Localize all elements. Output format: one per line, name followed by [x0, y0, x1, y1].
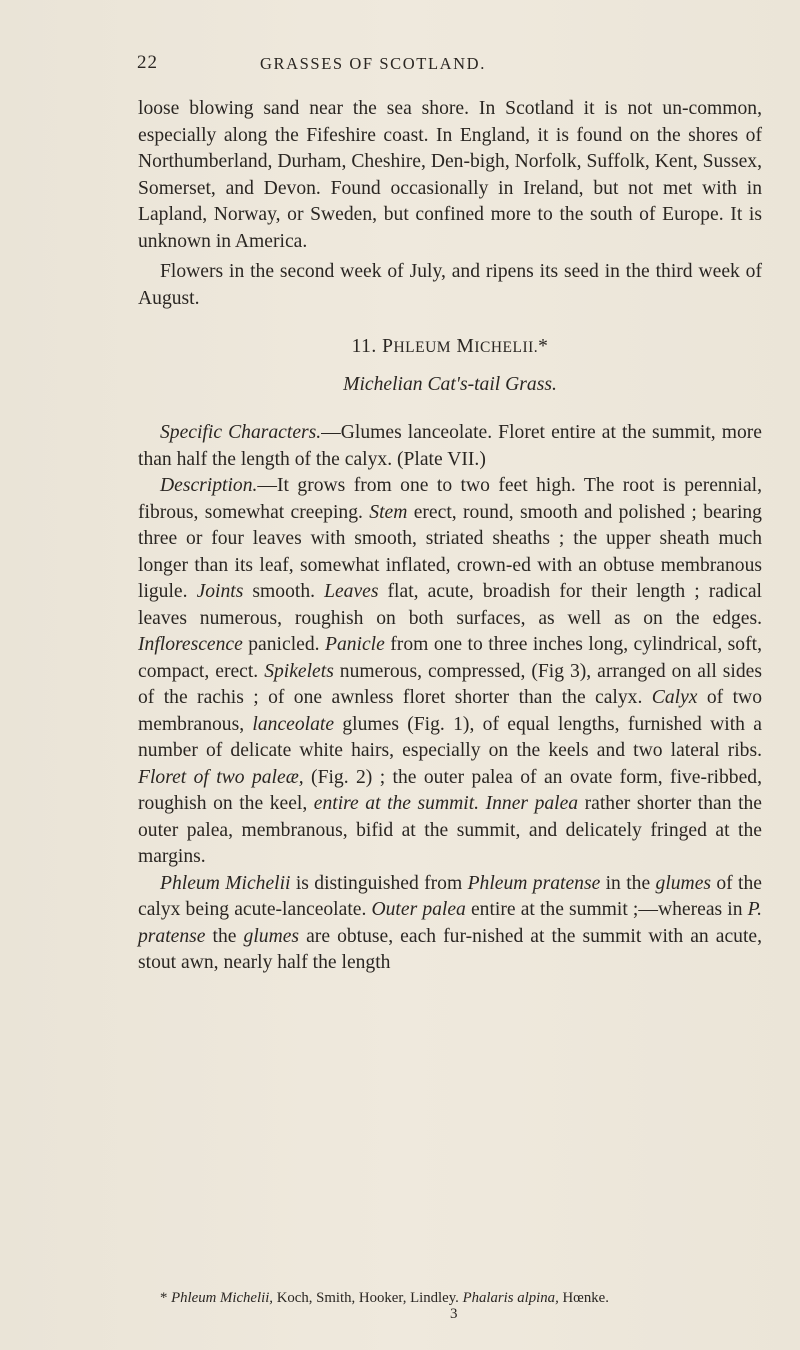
comparison-text: is distinguished from — [290, 872, 468, 894]
footnote-mark: * — [538, 336, 549, 357]
term-leaves: Leaves — [324, 581, 379, 602]
term-inflorescence: Inflorescence — [138, 634, 243, 655]
description-text: —It grows from one to two feet high. The root is perennial, fibrous, somewhat creeping. — [138, 475, 762, 523]
term-lanceolate: lanceolate — [252, 713, 335, 735]
description-text: from one to three inches long, cylindrical, soft, compact, erect. — [138, 634, 762, 682]
genus-rest: HLEUM — [393, 339, 452, 356]
epithet-initial: M — [456, 336, 475, 357]
footnote-name: Phleum Michelii, — [171, 1290, 274, 1306]
description-label: Description. — [160, 475, 258, 496]
paragraph-comparison — [138, 871, 762, 977]
term-inner-palea: Inner palea — [485, 793, 579, 814]
term-outer-palea: Outer palea — [371, 899, 466, 920]
comparison-text: the — [205, 925, 244, 947]
paragraph-distribution: loose blowing sand near the sea shore. In Scotland it is not un-common, especially along the Fifeshire coast. In England, it is found on the shores of Northumberland, Durham, Cheshire, Den-bigh, Norfolk, Suffolk, Kent, Sussex, Somerset, and Devon. Found occasionally in Ireland, but not met with in Lapland, Norway, or Sweden, but confined more to the south of Europe. It is unknown in America. — [138, 98, 762, 252]
genus-initial: P — [382, 336, 394, 357]
description-text: flat, acute, broadish for their length ; radical leaves numerous, roughish on both surfaces, as well as on the edges. — [138, 581, 762, 629]
signature-mark: 3 — [450, 1306, 458, 1322]
specific-text: —Glumes lanceolate. Floret entire at the summit, more than half the length of the calyx. (Plate VII.) — [138, 422, 763, 470]
species-heading — [138, 334, 762, 362]
specific-label: Specific Characters. — [160, 422, 322, 443]
term-phleum-michelii: Phleum Michelii — [160, 872, 291, 894]
page-header — [0, 52, 800, 82]
term-stem: Stem — [369, 501, 408, 523]
footnote-synonym: Phalaris alpina, — [462, 1290, 559, 1306]
description-text: smooth. — [243, 581, 325, 602]
term-glumes-2: glumes — [243, 925, 300, 947]
paragraph-description — [138, 473, 762, 871]
description-text: rather shorter than the outer palea, membranous, bifid at the summit, and delicately fringed at the margins. — [138, 793, 763, 867]
paragraph-flowering: Flowers in the second week of July, and ripens its seed in the third week of August. — [138, 261, 762, 309]
common-name: Michelian Cat's-tail Grass. — [343, 373, 557, 395]
footnote-mark: * — [160, 1290, 168, 1306]
comparison-text: entire at the summit ;—whereas in — [465, 899, 748, 920]
footnote-author2: Hœnke. — [558, 1290, 609, 1306]
description-text: panicled. — [242, 634, 325, 655]
description-text: (Fig. 2) ; the outer palea of an ovate form, five-ribbed, roughish on the keel, — [138, 766, 762, 814]
footnote — [160, 1289, 770, 1307]
term-floret: Floret of two paleæ, — [138, 766, 304, 788]
term-calyx: Calyx — [651, 687, 698, 708]
description-text: numerous, compressed, (Fig 3), arranged on all sides of the rachis ; of one awnless floret shorter than the calyx. — [138, 660, 762, 708]
term-phleum-pratense: Phleum pratense — [467, 872, 601, 894]
epithet-rest: ICHELII. — [474, 339, 539, 356]
comparison-text: are obtuse, each fur-nished at the summit with an acute, stout awn, nearly half the length — [138, 925, 763, 973]
species-number: 11. — [351, 336, 377, 357]
description-text: of two membranous, — [138, 687, 762, 735]
comparison-text: in the — [600, 872, 656, 894]
term-joints: Joints — [196, 581, 244, 602]
term-p-pratense: P. pratense — [138, 899, 762, 947]
term-entire: entire at the summit. — [313, 793, 480, 814]
footnote-authors: Koch, Smith, Hooker, Lindley. — [273, 1290, 463, 1306]
body-text — [138, 96, 762, 977]
paragraph-specific-characters — [138, 420, 762, 473]
description-text: glumes (Fig. 1), of equal lengths, furnished with a number of delicate white hairs, especially on the keels and two lateral ribs. — [138, 713, 762, 761]
term-spikelets: Spikelets — [264, 660, 334, 682]
term-glumes: glumes — [655, 872, 712, 894]
term-panicle: Panicle — [324, 634, 385, 655]
comparison-text: of the calyx being acute-lanceolate. — [138, 872, 762, 920]
description-text: erect, round, smooth and polished ; bearing three or four leaves with smooth, striated sheaths ; the upper sheath much longer than its leaf, somewhat inflated, crown-ed with an obtuse membranous ligule. — [138, 501, 762, 602]
page-number: 22 — [137, 52, 158, 73]
running-head: GRASSES OF SCOTLAND. — [260, 54, 486, 73]
